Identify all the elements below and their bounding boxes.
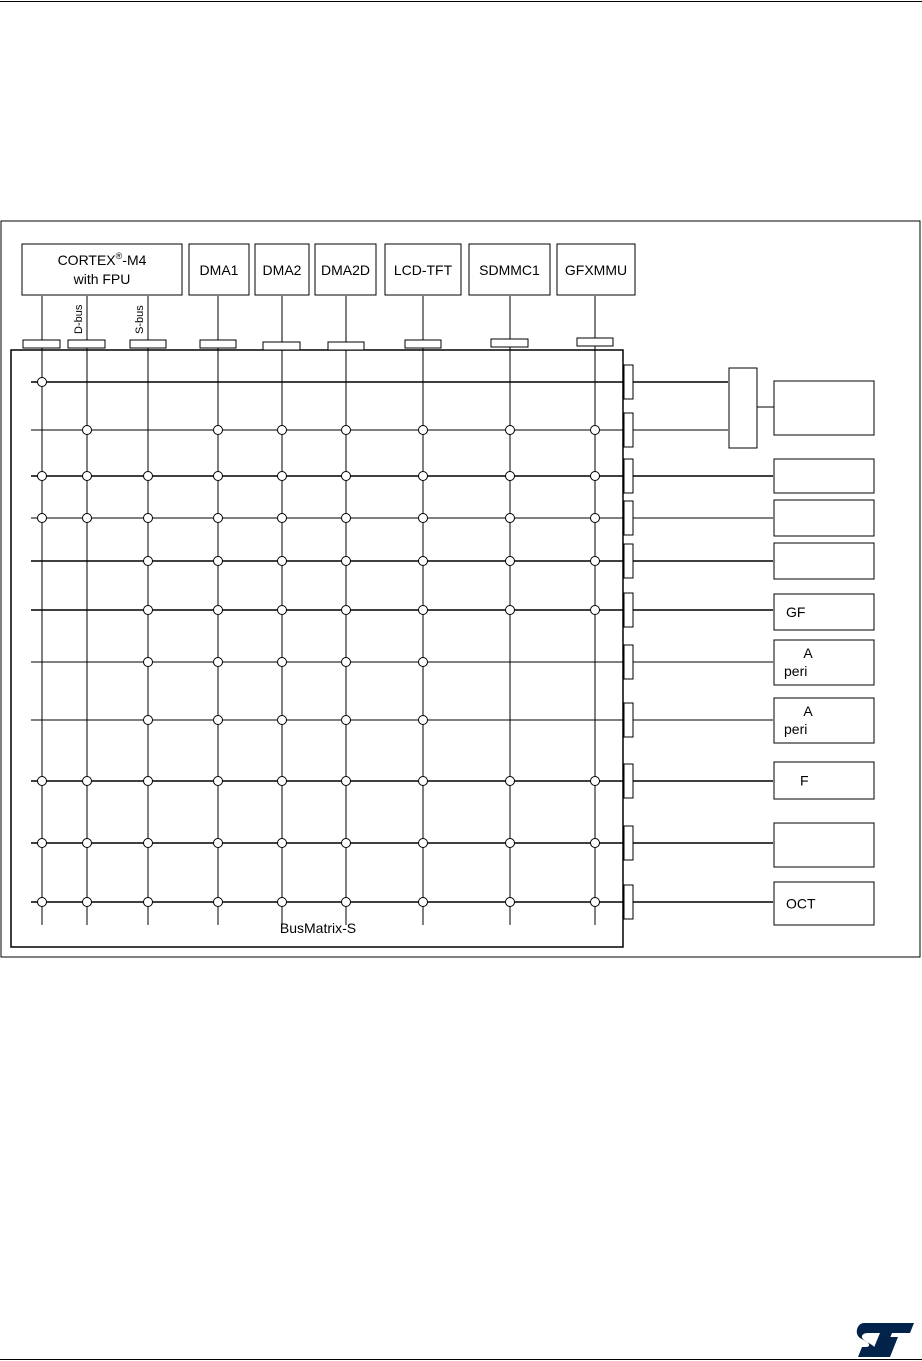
master-port-tab xyxy=(405,340,441,348)
crosspoint-node xyxy=(83,777,92,786)
crosspoint-node xyxy=(342,514,351,523)
crosspoint-node xyxy=(83,426,92,435)
slave-port-tab xyxy=(624,645,633,679)
crosspoint-node xyxy=(419,839,428,848)
crosspoint-node xyxy=(214,777,223,786)
slave-label-line1: A xyxy=(803,645,813,661)
crosspoint-node xyxy=(214,426,223,435)
crosspoint-node xyxy=(214,898,223,907)
crosspoint-node xyxy=(144,777,153,786)
crosspoint-node xyxy=(144,557,153,566)
crosspoint-node xyxy=(506,898,515,907)
crosspoint-node xyxy=(506,514,515,523)
crosspoint-node xyxy=(214,606,223,615)
master-label-dma2: DMA2 xyxy=(262,262,302,278)
crosspoint-node xyxy=(83,839,92,848)
master-label-sdmmc1: SDMMC1 xyxy=(479,262,540,278)
crosspoint-node xyxy=(591,606,600,615)
crosspoint-node xyxy=(419,514,428,523)
crosspoint-node xyxy=(591,514,600,523)
slave-label: F xyxy=(800,772,809,789)
crosspoint-node xyxy=(342,606,351,615)
crosspoint-node xyxy=(342,658,351,667)
crosspoint-node xyxy=(214,557,223,566)
slave-port-tab xyxy=(624,593,633,627)
crosspoint-node xyxy=(591,777,600,786)
crosspoint-node xyxy=(38,839,47,848)
crosspoint-node xyxy=(38,472,47,481)
slave-label-line1: A xyxy=(803,703,813,719)
crosspoint-node xyxy=(591,472,600,481)
crosspoint-node xyxy=(278,839,287,848)
crosspoint-node xyxy=(144,514,153,523)
crosspoint-node xyxy=(342,557,351,566)
master-port-tab xyxy=(263,342,300,350)
crosspoint-node xyxy=(144,472,153,481)
crosspoint-node xyxy=(38,898,47,907)
crosspoint-node xyxy=(342,777,351,786)
master-port-tab xyxy=(577,338,613,346)
slave-port-tab xyxy=(624,703,633,737)
slave-box xyxy=(774,543,874,579)
crosspoint-node xyxy=(342,839,351,848)
slave-box xyxy=(774,381,874,435)
crosspoint-node xyxy=(214,514,223,523)
crosspoint-node xyxy=(342,426,351,435)
master-port-tab xyxy=(491,339,528,347)
crosspoint-node xyxy=(38,514,47,523)
crosspoint-node xyxy=(419,606,428,615)
slave-box xyxy=(774,459,874,493)
crosspoint-node xyxy=(278,658,287,667)
slave-box xyxy=(774,762,874,799)
crosspoint-node xyxy=(83,472,92,481)
master-label-cortex xyxy=(58,251,147,268)
crosspoint-node xyxy=(506,606,515,615)
crosspoint-node xyxy=(591,898,600,907)
crosspoint-node xyxy=(38,777,47,786)
crosspoint-node xyxy=(214,658,223,667)
bus-multiplexer xyxy=(729,368,757,448)
cortex-label-main: CORTEX xyxy=(57,252,116,268)
crosspoint-node xyxy=(278,557,287,566)
crosspoint-node xyxy=(144,716,153,725)
crosspoint-node xyxy=(83,898,92,907)
d-bus-label: D-bus xyxy=(73,304,85,334)
crosspoint-node xyxy=(214,839,223,848)
crosspoint-node xyxy=(278,716,287,725)
crosspoint-node xyxy=(214,716,223,725)
crosspoint-node xyxy=(591,557,600,566)
slave-box xyxy=(774,823,874,867)
master-port-tab xyxy=(68,340,105,348)
crosspoint-node xyxy=(419,898,428,907)
crosspoint-node xyxy=(278,606,287,615)
master-port-tab xyxy=(130,340,166,348)
st-logo xyxy=(857,1323,914,1357)
slave-port-tab xyxy=(624,459,633,493)
slave-port-tab xyxy=(624,544,633,578)
crosspoint-node xyxy=(38,378,47,387)
crosspoint-node xyxy=(144,658,153,667)
crosspoint-node xyxy=(506,839,515,848)
crosspoint-node xyxy=(419,777,428,786)
crosspoint-node xyxy=(506,426,515,435)
crosspoint-node xyxy=(419,557,428,566)
crosspoint-node xyxy=(591,839,600,848)
crosspoint-node xyxy=(278,777,287,786)
crosspoint-node xyxy=(144,839,153,848)
slave-label: GF xyxy=(786,604,806,620)
master-port-tab xyxy=(23,340,60,348)
crosspoint-node xyxy=(506,777,515,786)
slave-port-tab xyxy=(624,826,633,860)
crosspoint-node xyxy=(419,426,428,435)
crosspoint-node xyxy=(83,514,92,523)
crosspoint-node xyxy=(419,658,428,667)
registered-mark: ® xyxy=(115,251,123,261)
bus-matrix-box xyxy=(11,350,623,947)
crosspoint-node xyxy=(214,472,223,481)
master-label-dma1: DMA1 xyxy=(199,262,239,278)
master-label-dma2d: DMA2D xyxy=(320,262,371,278)
slave-port-tab xyxy=(624,764,633,798)
slave-port-tab xyxy=(624,885,633,919)
page-bottom-rule xyxy=(0,1359,922,1360)
crosspoint-node xyxy=(278,898,287,907)
crosspoint-node xyxy=(506,557,515,566)
master-label-gfxmmu: GFXMMU xyxy=(564,262,628,278)
crosspoint-node xyxy=(278,426,287,435)
crosspoint-node xyxy=(419,472,428,481)
master-label-lcd: LCD-TFT xyxy=(393,262,453,278)
crosspoint-node xyxy=(419,716,428,725)
master-port-tab xyxy=(200,340,236,348)
crosspoint-node xyxy=(278,472,287,481)
crosspoint-node xyxy=(144,898,153,907)
slave-box xyxy=(774,500,874,536)
text-s-bus-label: S-bus xyxy=(134,305,146,334)
master-port-tab xyxy=(328,342,364,350)
crosspoint-node xyxy=(278,514,287,523)
slave-label-line2: peri xyxy=(784,721,808,737)
cortex-label-suffix: -M4 xyxy=(122,252,147,268)
slave-port-tab xyxy=(624,413,633,447)
crosspoint-node xyxy=(506,472,515,481)
crosspoint-node xyxy=(144,606,153,615)
slave-label: OCT xyxy=(786,895,816,912)
crosspoint-node xyxy=(591,426,600,435)
slave-port-tab xyxy=(624,365,633,399)
slave-label-line2: peri xyxy=(784,663,808,679)
crosspoint-node xyxy=(342,898,351,907)
crosspoint-node xyxy=(342,472,351,481)
slave-port-tab xyxy=(624,501,633,535)
master-label-cortex-line2: with FPU xyxy=(73,271,131,287)
bus-matrix-label: BusMatrix-S xyxy=(279,920,357,936)
crosspoint-node xyxy=(342,716,351,725)
